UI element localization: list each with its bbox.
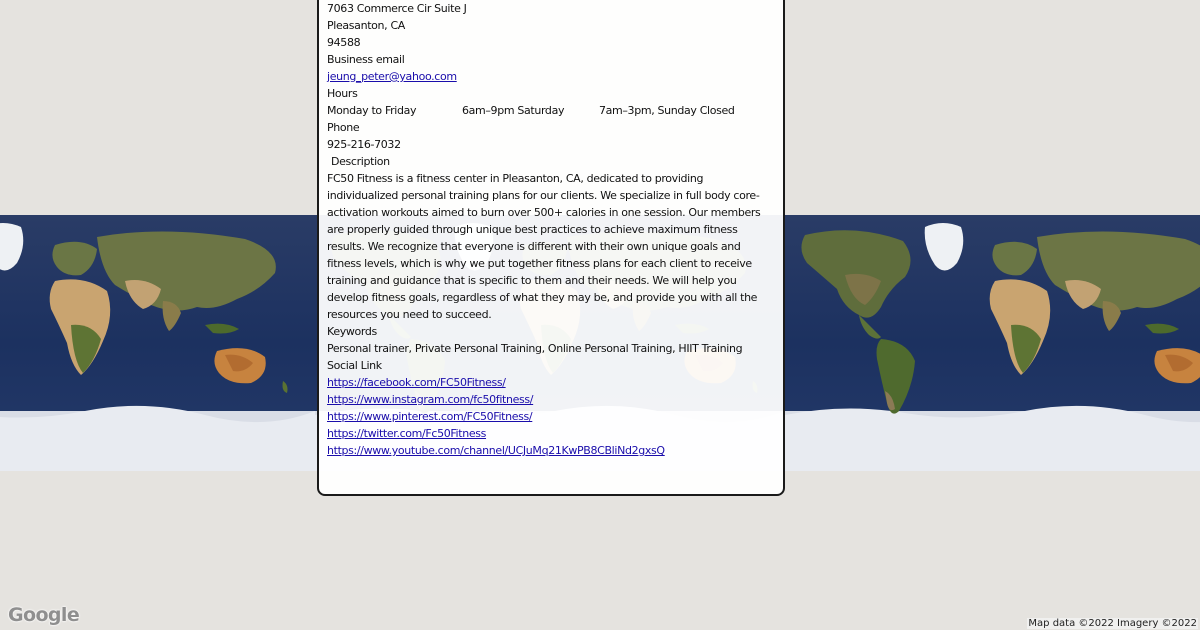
twitter-link[interactable]: https://twitter.com/Fc50Fitness (327, 427, 487, 440)
instagram-link[interactable]: https://www.instagram.com/fc50fitness/ (327, 393, 534, 406)
hours-weekend: 7am–3pm, Sunday Closed (599, 104, 735, 117)
pinterest-link[interactable]: https://www.pinterest.com/FC50Fitness/ (327, 410, 533, 423)
hours-weekdays-time: 6am–9pm Saturday (462, 104, 565, 117)
social-link-label: Social Link (327, 359, 382, 372)
hours-row (327, 102, 775, 119)
google-logo[interactable]: Google (8, 604, 80, 626)
hours-weekdays: Monday to Friday (327, 104, 417, 117)
keywords-label: Keywords (327, 325, 377, 338)
business-info-card (317, 0, 785, 496)
map-attribution: Map data ©2022 Imagery ©2022 (1028, 618, 1197, 629)
world-map-tile (785, 215, 1200, 471)
address-line-1: 7063 Commerce Cir Suite J (327, 2, 467, 15)
phone-number: 925-216-7032 (327, 138, 401, 151)
email-label: Business email (327, 53, 405, 66)
email-link[interactable]: jeung_peter@yahoo.com (327, 70, 457, 83)
description-label: Description (331, 155, 390, 168)
hours-label: Hours (327, 87, 358, 100)
address-line-2: Pleasanton, CA (327, 19, 405, 32)
address-zip: 94588 (327, 36, 361, 49)
keywords-text: Personal trainer, Private Personal Training, Online Personal Training, HIIT Training (327, 342, 743, 355)
world-map-tile (0, 215, 315, 471)
youtube-link[interactable]: https://www.youtube.com/channel/UCJuMq21KwPB8CBliNd2gxsQ (327, 444, 665, 457)
phone-label: Phone (327, 121, 360, 134)
description-text: FC50 Fitness is a fitness center in Pleasanton, CA, dedicated to providing individualized personal training plans for our clients. We specialize in full body core-activation workouts aimed to burn over 500+ calories in one session. Our members are properly guided through unique best practices to achieve maximum fitness results. We recognize that everyone is different with their own unique goals and fitness levels, which is why we put together fitness plans for each client to receive training and guidance that is specific to them and their needs. We will help you develop fitness goals, regardless of what they may be, and provide you with all the resources you need to succeed. (327, 172, 761, 321)
facebook-link[interactable]: https://facebook.com/FC50Fitness/ (327, 376, 506, 389)
